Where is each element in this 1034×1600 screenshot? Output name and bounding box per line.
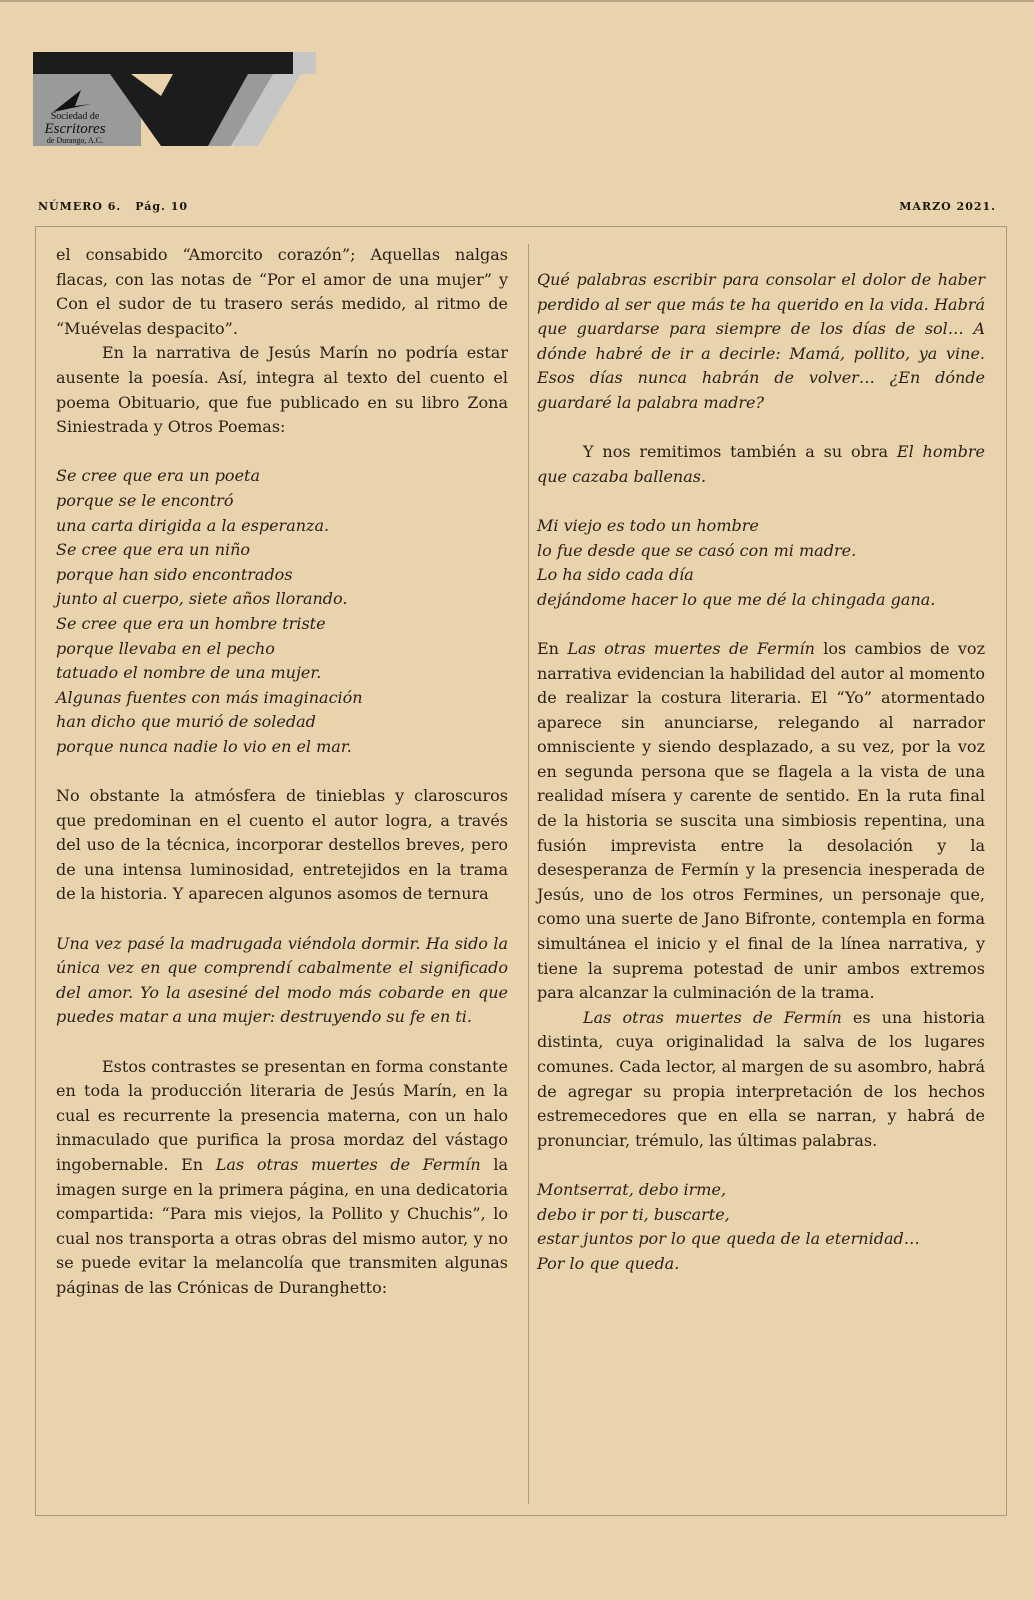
poem-line: estar juntos por lo que queda de la eternidad…: [537, 1229, 920, 1249]
poem-closing: [537, 1178, 985, 1276]
poem-line: debo ir por ti, buscarte,: [537, 1204, 730, 1224]
book-title: Las otras muertes de Fermín: [583, 1007, 842, 1027]
book-title: Las otras muertes de Fermín: [215, 1154, 481, 1174]
right-column: [537, 268, 985, 1276]
logo-text: Sociedad de Escritores de Durango, A.C.: [44, 111, 106, 145]
poem-line: porque se le encontró: [56, 490, 234, 510]
issue-date: MARZO 2021.: [899, 200, 996, 213]
paragraph: Las otras muertes de Fermín es una historia distinta, cuya originalidad la salva de los lugares comunes. Cada lector, al margen de su asombro, habrá de agregar su propia interpretación de los hechos estremecedores que en ella se narran, y habrá de pronunciar, trémulo, las últimas palabras.: [537, 1007, 985, 1150]
book-title: Las otras muertes de Fermín: [567, 638, 815, 658]
quote: Qué palabras escribir para consolar el dolor de haber perdido al ser que más te ha querido en la vida. Habrá que guardarse para siempre de los días de sol… A dónde habré de ir a decirle: Mamá, pollito, ya vine. Esos días nunca habrán de volver… ¿En dónde guardaré la palabra madre?: [537, 270, 985, 412]
paragraph: No obstante la atmósfera de tinieblas y claroscuros que predominan en el cuento el autor logra, a través del uso de la técnica, incorporar destellos breves, pero de una intensa luminosidad, entretejidos en la trama de la historia. Y aparecen algunos asomos de ternura: [56, 786, 508, 904]
poem-line: Lo ha sido cada día: [537, 565, 694, 585]
paragraph: Estos contrastes se presentan en forma constante en toda la producción literaria de Jesús Marín, en la cual es recurrente la presencia materna, con un halo inmaculado que purifica la prosa mordaz del vástago ingobernable. En Las otras muertes de Fermín la imagen surge en la primera página, en una dedicatoria compartida: “Para mis viejos, la Pollito y Chuchis”, lo cual nos transporta a otras obras del mismo autor, y no se puede evitar la melancolía que transmiten algunas páginas de las Crónicas de Duranghetto:: [56, 1056, 509, 1297]
column-divider: [528, 244, 529, 1504]
poem-line: Se cree que era un hombre triste: [56, 613, 326, 633]
poem-line: porque han sido encontrados: [56, 564, 293, 584]
poem-line: Se cree que era un niño: [56, 540, 251, 560]
poem-line: Mi viejo es todo un hombre: [537, 515, 759, 535]
quote: Una vez pasé la madrugada viéndola dormir. Ha sido la única vez en que comprendí cabalmente el significado del amor. Yo la asesiné del modo más cobarde en que puedes matar a una mujer: destruyendo su fe en ti.: [56, 933, 508, 1027]
poem-line: una carta dirigida a la esperanza.: [56, 515, 330, 535]
poem-line: Por lo que queda.: [537, 1253, 680, 1273]
issue-number: NÚMERO 6.: [38, 200, 122, 213]
poem-line: dejándome hacer lo que me dé la chingada gana.: [537, 589, 936, 609]
page-number: Pág. 10: [135, 200, 189, 213]
poem-line: han dicho que murió de soledad: [56, 712, 316, 732]
poem-line: lo fue desde que se casó con mi madre.: [537, 540, 857, 560]
paragraph: el consabido “Amorcito corazón”; Aquellas nalgas flacas, con las notas de “Por el amor de una mujer” y Con el sudor de tu trasero serás medido, al ritmo de “Muévelas despacito”.: [56, 245, 508, 338]
poem-line: porque llevaba en el pecho: [56, 638, 275, 658]
poem-line: Montserrat, debo irme,: [537, 1179, 727, 1199]
left-column: [56, 243, 508, 1301]
paragraph: Y nos remitimos también a su obra El hombre que cazaba ballenas.: [537, 442, 986, 486]
book-title: El hombre que cazaba ballenas.: [537, 442, 986, 486]
top-rule: [0, 0, 1034, 2]
paragraph: En Las otras muertes de Fermín los cambios de voz narrativa evidencian la habilidad del autor al momento de realizar la costura literaria. El “Yo” atormentado aparece sin anunciarse, relegando al narrador omnisciente y siendo desplazado, a su vez, por la voz en segunda persona que se flagela a la vista de una realidad mísera y carente de sentido. En la ruta final de la historia se suscita una simbiosis repentina, una fusión imprevista entre la desolación y la desesperanza de Fermín y la presencia inesperada de Jesús, uno de los otros Fermines, un personaje que, como una suerte de Jano Bifronte, contempla en forma simultánea el inicio y el final de la línea narrativa, y tiene la suprema potestad de unir ambos extremos para alcanzar la culminación de la trama.: [537, 638, 985, 1003]
poem: [537, 514, 985, 612]
poem-line: junto al cuerpo, siete años llorando.: [56, 589, 348, 609]
poem-line: Se cree que era un poeta: [56, 466, 260, 486]
poem-line: tatuado el nombre de una mujer.: [56, 663, 322, 683]
paragraph: En la narrativa de Jesús Marín no podría estar ausente la poesía. Así, integra al texto del cuento el poema Obituario, que fue publicado en su libro Zona Siniestrada y Otros Poemas:: [56, 343, 508, 437]
poem-obituario: [56, 464, 508, 759]
poem-line: Algunas fuentes con más imaginación: [56, 687, 363, 707]
poem-line: porque nunca nadie lo vio en el mar.: [56, 736, 352, 756]
issue-header: [38, 200, 188, 213]
